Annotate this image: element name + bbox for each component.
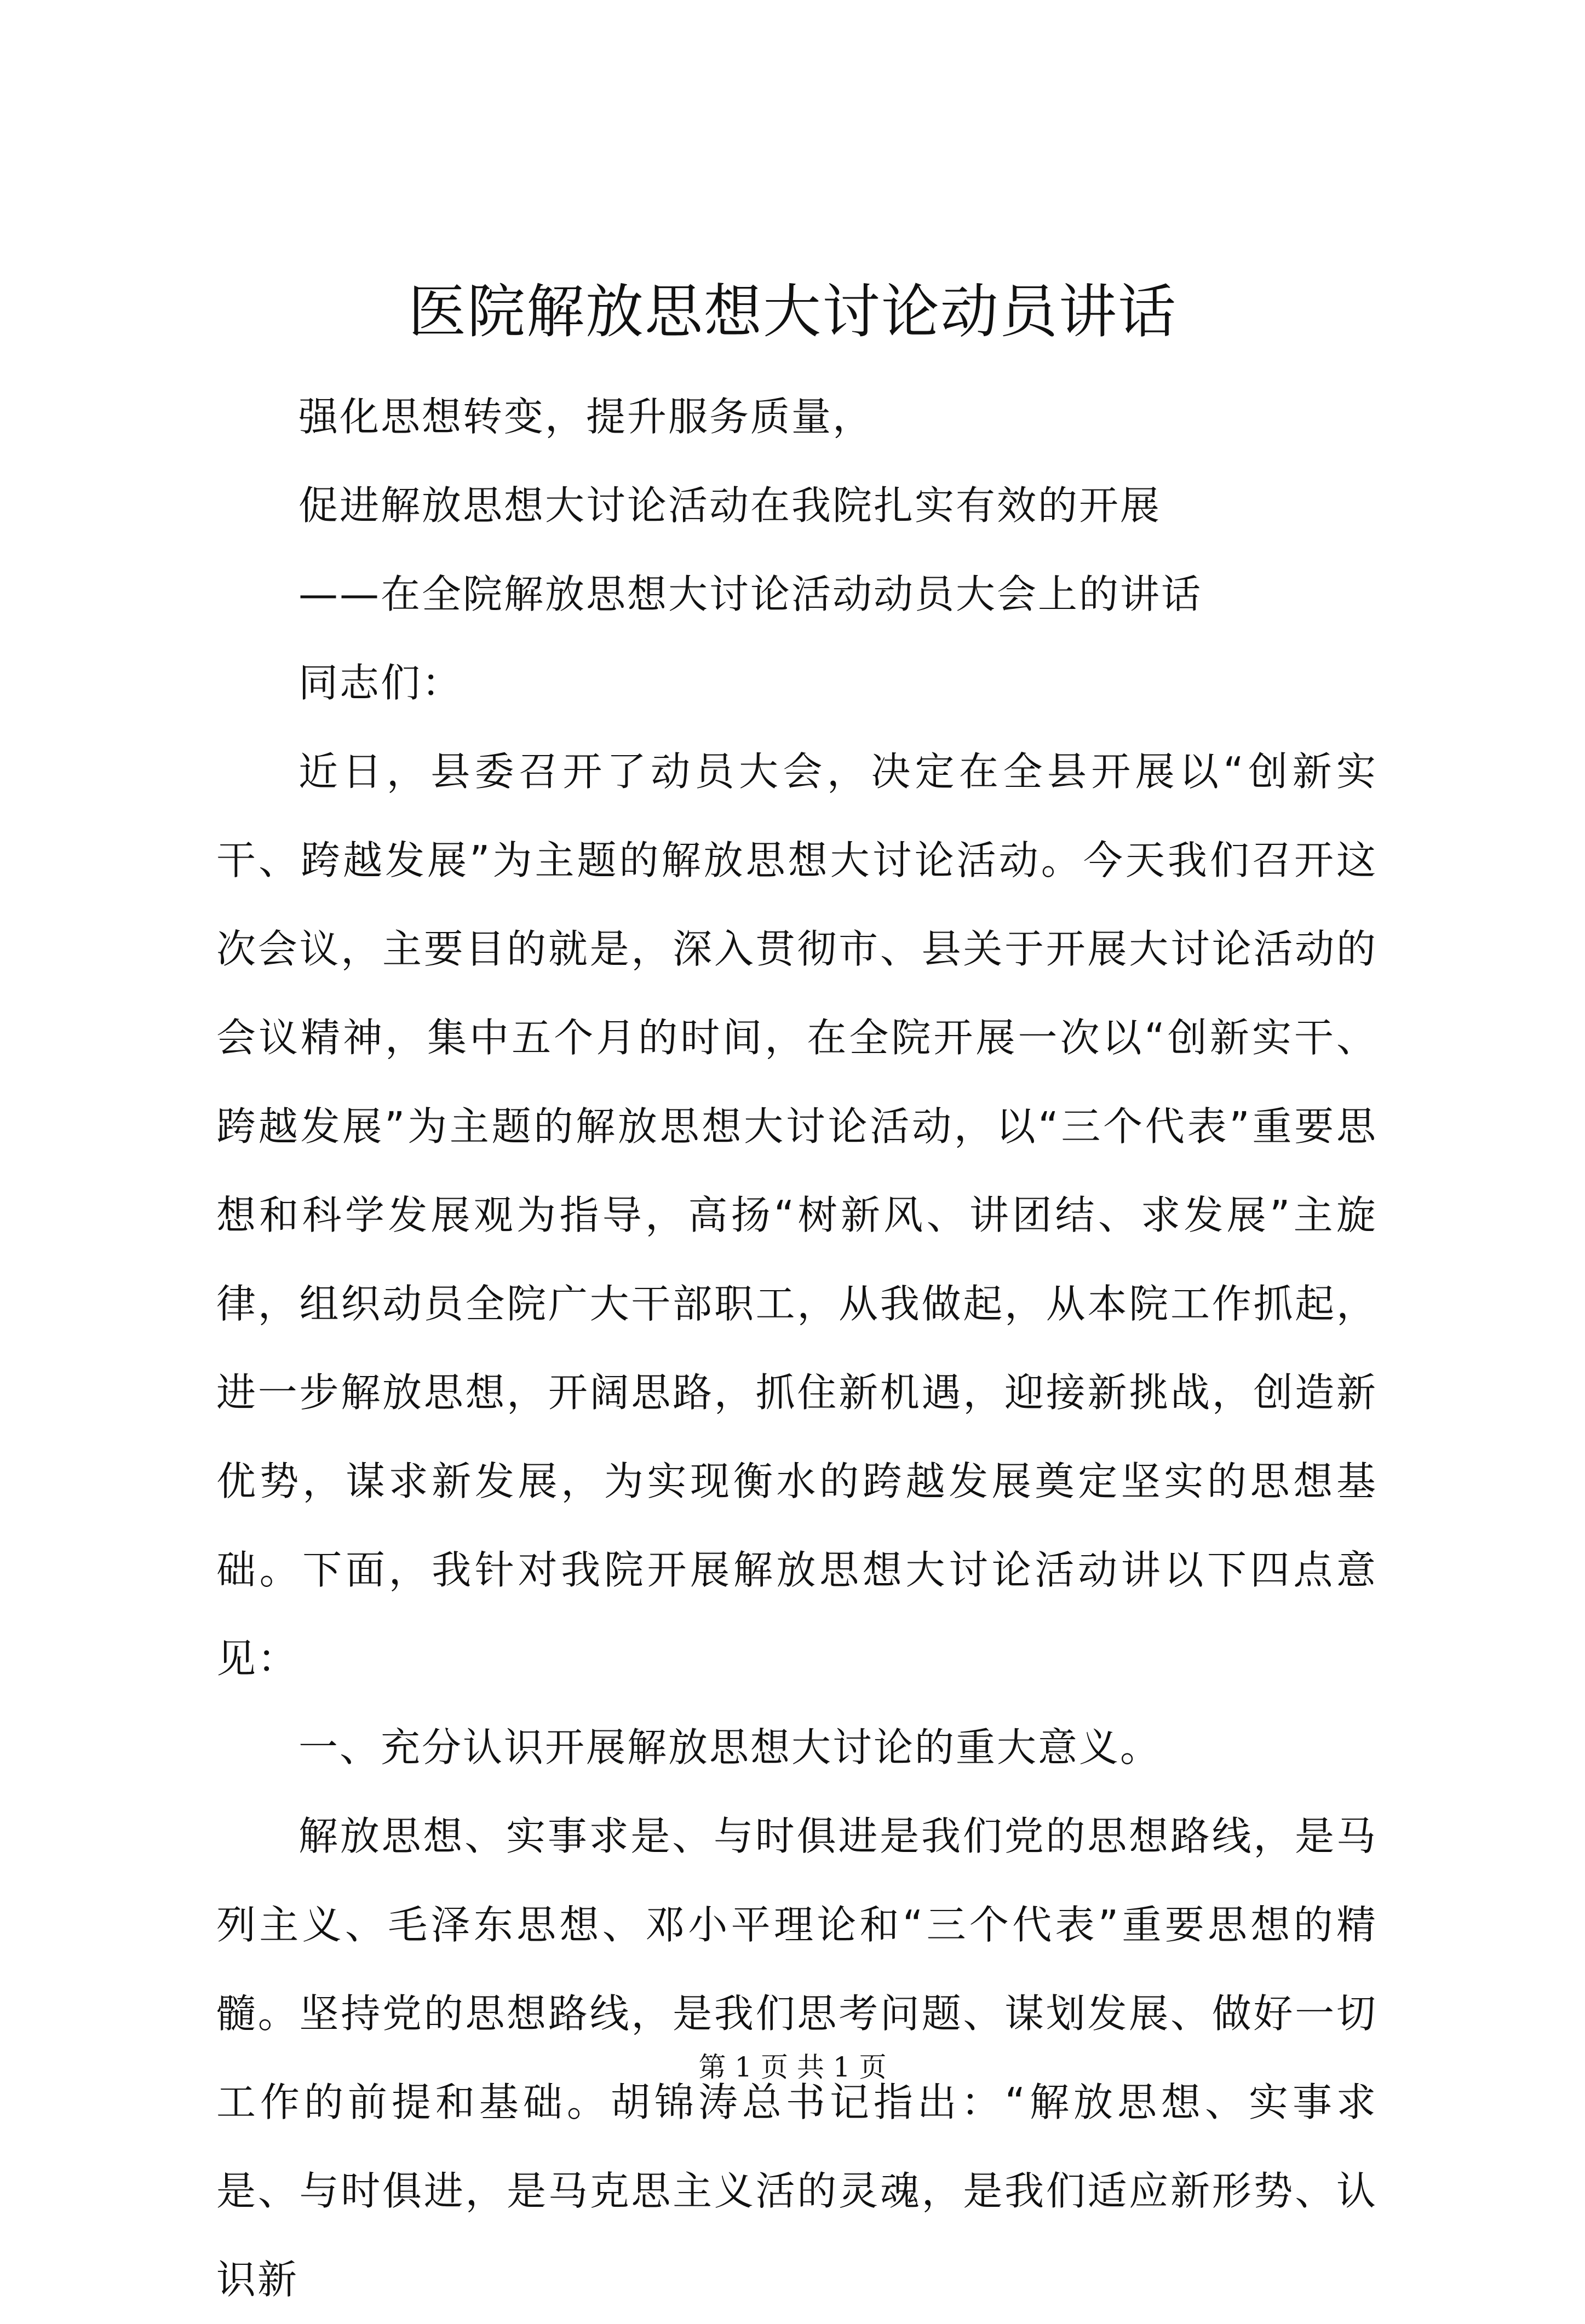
subtitle-line-3: ——在全院解放思想大讨论活动动员大会上的讲话 — [298, 571, 1203, 617]
document-body — [216, 372, 1377, 2324]
page-footer: 第 1 页 共 1 页 — [698, 2051, 887, 2083]
salutation: 同志们： — [298, 660, 463, 706]
subtitle-line-2: 促进解放思想大讨论活动在我院扎实有效的开展 — [298, 482, 1162, 528]
section-heading-1: 一、充分认识开展解放思想大讨论的重大意义。 — [298, 1724, 1162, 1770]
document-title: 医院解放思想大讨论动员讲话 — [408, 278, 1177, 346]
paragraph-intro: 近日，县委召开了动员大会，决定在全县开展以“创新实干、跨越发展”为主题的解放思想大讨论活动。今天我们召开这次会议，主要目的就是，深入贯彻市、县关于开展大讨论活动的会议精神，集中五个月的时间，在全院开展一次以“创新实干、跨越发展”为主题的解放思想大讨论活动，以“三个代表”重要思想和科学发展观为指导，高扬“树新风、讲团结、求发展”主旋律，组织动员全院广大干部职工，从我做起，从本院工作抓起，进一步解放思想，开阔思路，抓住新机遇，迎接新挑战，创造新优势，谋求新发展，为实现衡水的跨越发展奠定坚实的思想基础。下面，我针对我院开展解放思想大讨论活动讲以下四点意见： — [216, 749, 1377, 1682]
paragraph-section-1: 解放思想、实事求是、与时俱进是我们党的思想路线，是马列主义、毛泽东思想、邓小平理论和“三个代表”重要思想的精髓。坚持党的思想路线，是我们思考问题、谋划发展、做好一切工作的前提和基础。胡锦涛总书记指出：“解放思想、实事求是、与时俱进，是马克思主义活的灵魂，是我们适应新形势、认识新 — [216, 1813, 1377, 2303]
subtitle-line-1: 强化思想转变，提升服务质量， — [298, 394, 874, 440]
